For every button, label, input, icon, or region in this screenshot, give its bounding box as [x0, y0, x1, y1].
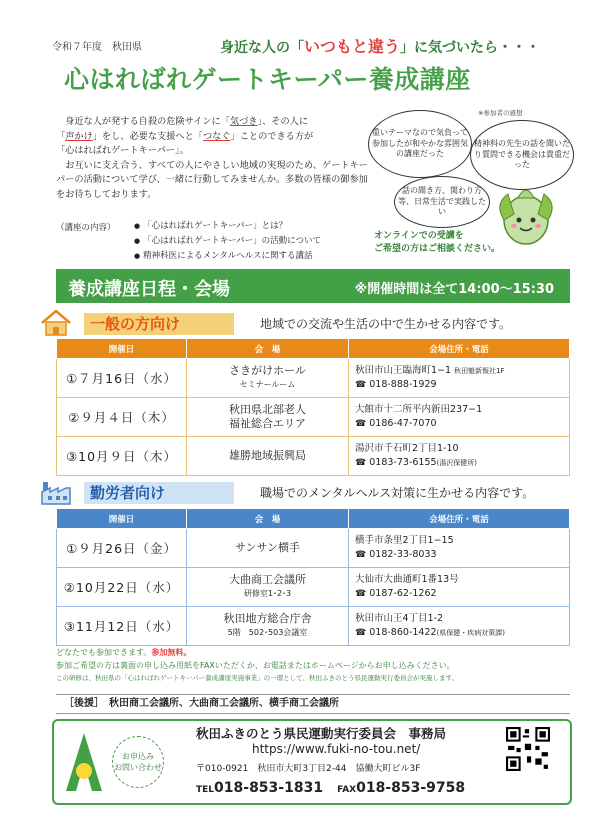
notes	[56, 646, 458, 685]
date-cell: ②10月22日（水）	[57, 568, 187, 607]
table-row	[57, 359, 570, 398]
mascot-icon	[490, 180, 562, 252]
column-header: 会場住所・電話	[349, 339, 570, 359]
organizer-phone-fax: TEL018-853-1831 FAX018-853-9758	[196, 780, 466, 796]
organizer-url[interactable]: https://www.fuki-no-tou.net/	[252, 742, 421, 756]
online-note: オンラインでの受講を ご希望の方はご相談ください。	[374, 231, 501, 254]
organizer-address: 〒010-0921 秋田市大町3丁目2-44 協働大町ビル3F	[196, 764, 421, 774]
course-content-list	[134, 219, 321, 264]
column-header: 会場住所・電話	[349, 509, 570, 529]
general-description: 地域での交流や生活の中で生かせる内容です。	[260, 317, 512, 331]
column-header: 開催日	[57, 339, 187, 359]
column-header: 会 場	[187, 339, 349, 359]
feedback-note: ※参加者の感想	[478, 109, 523, 117]
list-item: ● 「心はればれゲートキーパー」の活動について	[134, 234, 321, 249]
date-cell: ③11月12日（水）	[57, 607, 187, 646]
address-cell: 大仙市大曲通町1番13号 ☎ 0187-62-1262	[349, 568, 570, 607]
venue-cell: 大曲商工会議所 研修室1･2･3	[187, 568, 349, 607]
support-line: ［後援］ 秋田商工会議所、大曲商工会議所、横手商工会議所	[56, 694, 570, 714]
phone-icon: ☎	[355, 589, 367, 599]
workers-label: 勤労者向け	[84, 482, 234, 504]
date-cell: ②９月４日（木）	[57, 398, 187, 437]
table-row	[57, 529, 570, 568]
venue-cell: 雄勝地域振興局	[187, 437, 349, 476]
venue-cell: 秋田県北部老人 福祉総合エリア	[187, 398, 349, 437]
address-cell: 横手市条里2丁目1−15 ☎ 0182-33-8033	[349, 529, 570, 568]
address-cell: 秋田市山王4丁目1-2 ☎ 018-860-1422(県保健・疾病対策課)	[349, 607, 570, 646]
schedule-title: 養成講座日程・会場	[68, 279, 230, 300]
tagline: 身近な人の「いつもと違う」に気づいたら・・・	[220, 37, 541, 56]
intro-paragraph-2: お互いに支え合う、すべての人にやさしい地域の実現のため、ゲートキーパーの活動について学び、一緒に行動してみませんか。多数の皆様の御参加をお待ちしております。	[56, 159, 368, 200]
table-header-row	[57, 339, 570, 359]
workers-schedule-table	[56, 508, 570, 646]
intro-text	[56, 115, 376, 203]
date-cell: ③10月９日（木）	[57, 437, 187, 476]
date-cell: ①９月26日（金）	[57, 529, 187, 568]
note-line: この研修は、秋田県の「心はればれゲートキーパー養成講座実施事業」の一環として、秋田ふきのとう県民運動実行委員会が実施します。	[56, 674, 459, 682]
page-title: 心はればれゲートキーパー養成講座	[64, 65, 471, 94]
intro-paragraph-1: 身近な人が発する自殺の危険サインに「気づき」、その人に 「声かけ」をし、必要な支援へと「つなぐ」ことのできる方が 「心はればれゲートキーパー」。	[56, 116, 314, 157]
general-label: 一般の方向け	[84, 313, 234, 335]
venue-cell: さきがけホール セミナールーム	[187, 359, 349, 398]
schedule-time: ※開催時間は全て14:00～15:30	[354, 282, 554, 297]
list-item: ● 精神科医によるメンタルヘルスに関する講話	[134, 249, 321, 264]
table-row	[57, 568, 570, 607]
table-header-row	[57, 509, 570, 529]
list-item: ● 「心はればれゲートキーパー」とは？	[134, 219, 321, 234]
qr-code-icon[interactable]	[506, 727, 550, 771]
organizer-name: 秋田ふきのとう県民運動実行委員会 事務局	[196, 726, 447, 741]
address-cell: 湯沢市千石町2丁目1-10 ☎ 0183-73-6155(湯沢保健所)	[349, 437, 570, 476]
venue-cell: サンサン横手	[187, 529, 349, 568]
schedule-banner	[56, 269, 570, 303]
note-line: どなたでも参加できます。参加無料。	[56, 648, 192, 657]
column-header: 開催日	[57, 509, 187, 529]
workers-description: 職場でのメンタルヘルス対策に生かせる内容です。	[260, 486, 535, 500]
address-cell: 大館市十二所平内新田237−1 ☎ 0186-47-7070	[349, 398, 570, 437]
date-cell: ①７月16日（水）	[57, 359, 187, 398]
phone-icon: ☎	[355, 550, 367, 560]
course-content-label: （講座の内容）	[56, 223, 116, 233]
note-line: 参加ご希望の方は裏面の申し込み用紙をFAXいただくか、お電話またはホームページからお申し込みください。	[56, 661, 455, 670]
apply-contact-badge: お申込み お問い合わせ	[112, 736, 164, 788]
phone-icon: ☎	[355, 628, 367, 638]
speech-bubble: 精神科の先生の話を聞いたり質問できる機会は貴重だった	[470, 120, 574, 190]
phone-icon: ☎	[355, 419, 367, 429]
phone-icon: ☎	[355, 380, 367, 390]
table-row	[57, 398, 570, 437]
general-schedule-table	[56, 338, 570, 476]
factory-icon	[40, 478, 72, 506]
organizer-logo-icon	[62, 729, 106, 795]
tagline-highlight: いつもと違う	[304, 37, 401, 56]
column-header: 会 場	[187, 509, 349, 529]
speech-bubble: 重いテーマなので気負って参加したが和やかな雰囲気の講座だった	[368, 110, 472, 178]
table-row	[57, 607, 570, 646]
general-section-header	[34, 309, 574, 339]
address-cell: 秋田市山王臨海町1−1 秋田魁新報社1F ☎ 018-888-1929	[349, 359, 570, 398]
table-row	[57, 437, 570, 476]
house-icon	[40, 309, 72, 337]
phone-icon: ☎	[355, 458, 367, 468]
workers-section-header	[34, 478, 574, 508]
year-tag: 令和７年度 秋田県	[52, 42, 142, 53]
speech-bubble: 話の聞き方、関わり方等、日常生活で実践したい	[394, 176, 490, 228]
venue-cell: 秋田地方総合庁舎 5階 502･503会議室	[187, 607, 349, 646]
